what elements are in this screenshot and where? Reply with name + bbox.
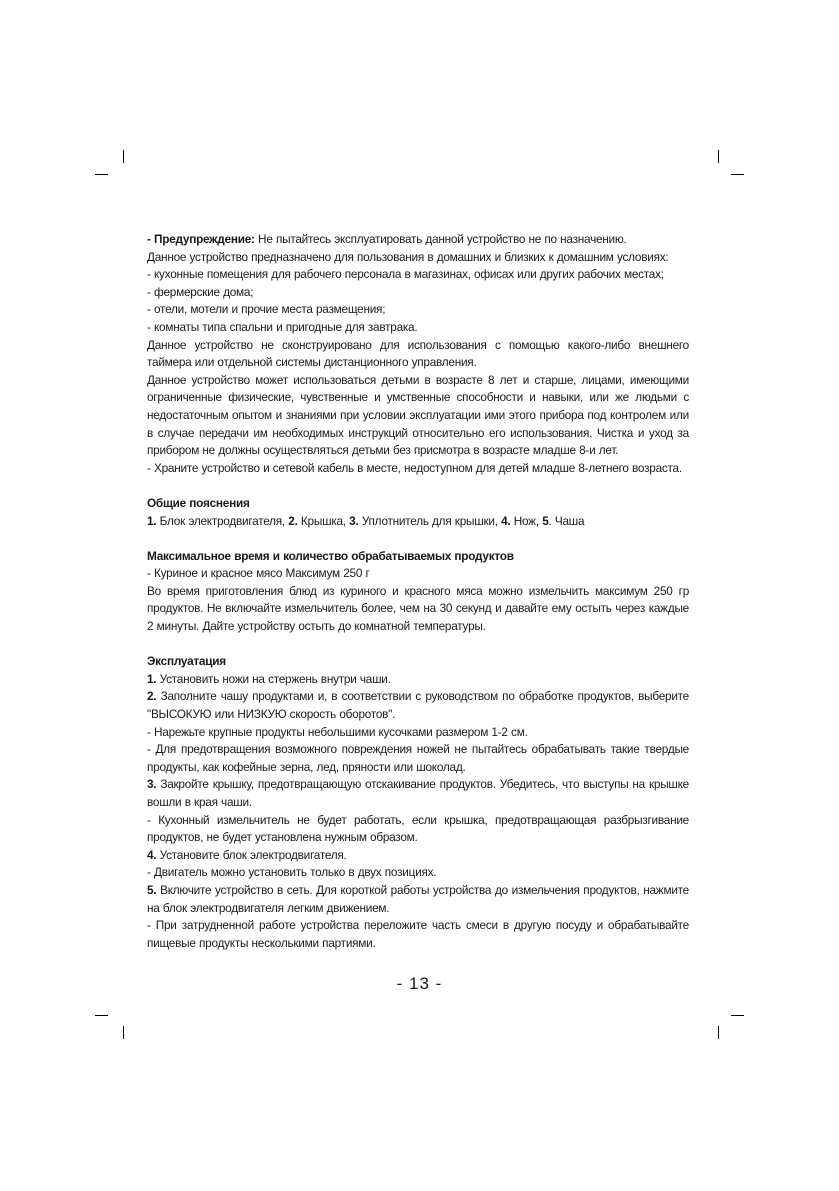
intro-line: - фермерские дома; — [147, 284, 254, 299]
step-5: 5. Включите устройство в сеть. Для короткой работы устройства до измельчения продуктов, нажмите на блок электродвигателя легким движением. — [147, 882, 689, 915]
crop-mark — [95, 174, 108, 175]
parts-list: 1. Блок электродвигателя, 2. Крышка, 3. Уплотнитель для крышки, 4. Нож, 5. Чаша — [147, 513, 585, 528]
page-number: - 13 - — [396, 974, 443, 993]
timer-note: Данное устройство не сконструировано для использования с помощью какого-либо внешнего таймера или отдельной системы дистанционного управления. — [147, 337, 689, 370]
page-body — [147, 231, 689, 952]
crop-mark — [731, 174, 744, 175]
intro-line: - комнаты типа спальни и пригодные для завтрака. — [147, 319, 418, 334]
children-note: Данное устройство может использоваться детьми в возрасте 8 лет и старше, лицами, имеющими ограниченные физические, чувственные и умственные способности и навыки, или же людьми с недостаточным опытом и знаниями при условии эксплуатации ими этого прибора под контролем или в случае передачи им необходимых инструкций относительно его использования. Чистка и уход за прибором не должны осуществляться детьми без присмотра в возрасте младше 8-и лет. — [147, 372, 689, 458]
crop-mark — [718, 1026, 719, 1039]
warning-label: - Предупреждение: — [147, 232, 255, 246]
note-hard: - Для предотвращения возможного повреждения ножей не пытайтесь обрабатывать такие твердые продукты, как кофейные зерна, лед, пряности или шоколад. — [147, 742, 689, 774]
warning-paragraph — [147, 231, 689, 249]
note-cut: - Нарежьте крупные продукты небольшими кусочками размером 1-2 см. — [147, 724, 528, 739]
intro-line: - отели, мотели и прочие места размещения; — [147, 302, 386, 317]
step-2: 2. Заполните чашу продуктами и, в соответствии с руководством по обработке продуктов, выберите "ВЫСОКУЮ или НИЗКУЮ скорость оборотов". — [147, 689, 689, 722]
crop-mark — [123, 150, 124, 163]
intro-line: Данное устройство предназначено для пользования в домашних и близких к домашним условиях: — [147, 249, 669, 264]
crop-mark — [731, 1015, 744, 1016]
step-3: 3. Закройте крышку, предотвращающую отскакивание продуктов. Убедитесь, что выступы на крышке вошли в края чаши. — [147, 777, 689, 809]
max-time-text: Во время приготовления блюд из куриного и красного мяса можно измельчить максимум 250 гр продуктов. Не включайте измельчитель более, чем на 30 секунд и давайте ему остыть через каждые 2 минуты. Дайте устройству остыть до комнатной температуры. — [147, 583, 689, 634]
crop-mark — [123, 1026, 124, 1039]
note-batches: - При затрудненной работе устройства переложите часть смеси в другую посуду и обрабатывайте пищевые продукты несколькими партиями. — [147, 918, 689, 950]
crop-mark — [718, 150, 719, 163]
step-1: 1. Установить ножи на стержень внутри чаши. — [147, 671, 391, 686]
section-heading-operation: Эксплуатация — [147, 654, 226, 669]
warning-text: Не пытайтесь эксплуатировать данной устройство не по назначению. — [254, 232, 627, 246]
storage-note: - Храните устройство и сетевой кабель в месте, недоступном для детей младше 8-летнего возраста. — [147, 460, 682, 475]
section-heading-general: Общие пояснения — [147, 495, 250, 510]
max-time-item: - Куриное и красное мясо Максимум 250 г — [147, 566, 370, 581]
step-4: 4. Установите блок электродвигателя. — [147, 847, 347, 862]
intro-line: - кухонные помещения для рабочего персонала в магазинах, офисах или других рабочих местах; — [147, 267, 664, 282]
section-heading-max-time: Максимальное время и количество обрабатываемых продуктов — [147, 548, 514, 563]
note-motor: - Двигатель можно установить только в двух позициях. — [147, 865, 437, 880]
crop-mark — [95, 1015, 108, 1016]
note-lid: - Кухонный измельчитель не будет работать, если крышка, предотвращающая разбрызгивание продуктов, не будет установлена нужным образом. — [147, 812, 689, 845]
